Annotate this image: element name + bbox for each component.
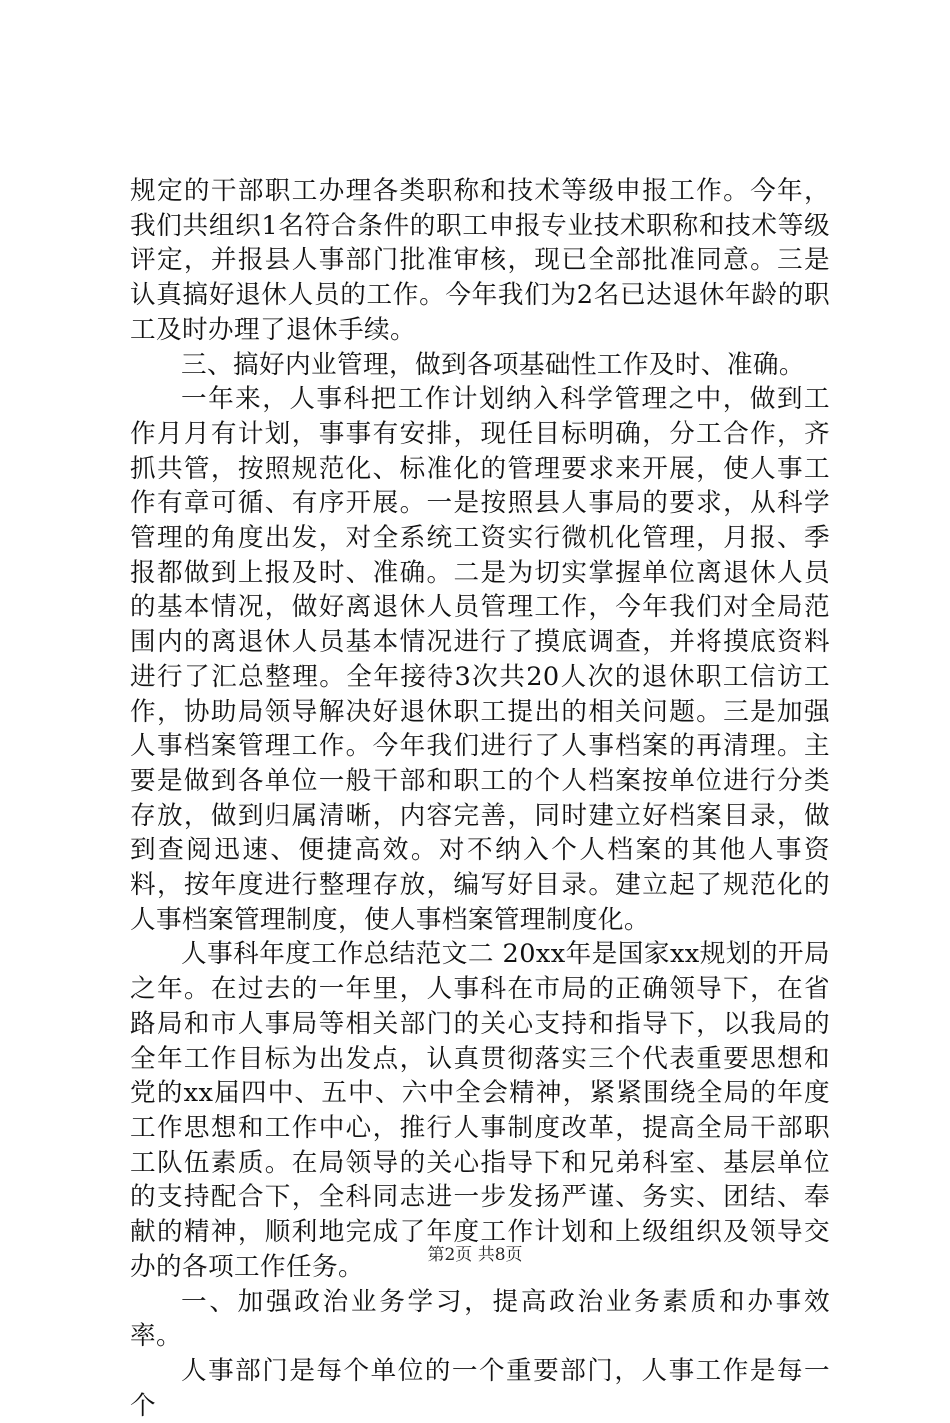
paragraph: 规定的干部职工办理各类职称和技术等级申报工作。今年，我们共组织1名符合条件的职工申报专业技术职称和技术等级评定，并报县人事部门批准审核，现已全部批准同意。三是认真搞好退休人员的工作。今年我们为2名已达退休年龄的职工及时办理了退休手续。: [130, 176, 830, 345]
paragraph: 一年来，人事科把工作计划纳入科学管理之中，做到工作月月有计划，事事有安排，现任目标明确，分工合作，齐抓共管，按照规范化、标准化的管理要求来开展，使人事工作有章可循、有序开展。一是按照县人事局的要求，从科学管理的角度出发，对全系统工资实行微机化管理，月报、季报都做到上报及时、准确。二是为切实掌握单位离退休人员的基本情况，做好离退休人员管理工作，今年我们对全局范围内的离退休人员基本情况进行了摸底调查，并将摸底资料进行了汇总整理。全年接待3次共20人次的退休职工信访工作，协助局领导解决好退休职工提出的相关问题。三是加强人事档案管理工作。今年我们进行了人事档案的再清理。主要是做到各单位一般干部和职工的个人档案按单位进行分类存放，做到归属清晰，内容完善，同时建立好档案目录，做到查阅迅速、便捷高效。对不纳入个人档案的其他人事资料，按年度进行整理存放，编写好目录。建立起了规范化的人事档案管理制度，使人事档案管理制度化。: [130, 384, 830, 935]
document-body: [130, 174, 830, 1423]
paragraph: 人事科年度工作总结范文二 20xx年是国家xx规划的开局之年。在过去的一年里，人事科在市局的正确领导下，在省路局和市人事局等相关部门的关心支持和指导下，以我局的全年工作目标为出发点，认真贯彻落实三个代表重要思想和党的xx届四中、五中、六中全会精神，紧紧围绕全局的年度工作思想和工作中心，推行人事制度改革，提高全局干部职工队伍素质。在局领导的关心指导下和兄弟科室、基层单位的支持配合下，全科同志进一步发扬严谨、务实、团结、奉献的精神，顺利地完成了年度工作计划和上级组织及领导交办的各项工作任务。: [130, 939, 830, 1282]
page-footer: [0, 1244, 950, 1266]
section-heading: 一、加强政治业务学习，提高政治业务素质和办事效率。: [130, 1286, 830, 1352]
section-heading: 三、搞好内业管理，做到各项基础性工作及时、准确。: [181, 349, 805, 380]
page-number: 第2页 共8页: [427, 1245, 523, 1265]
paragraph: 人事部门是每个单位的一个重要部门，人事工作是每一个: [130, 1355, 830, 1421]
